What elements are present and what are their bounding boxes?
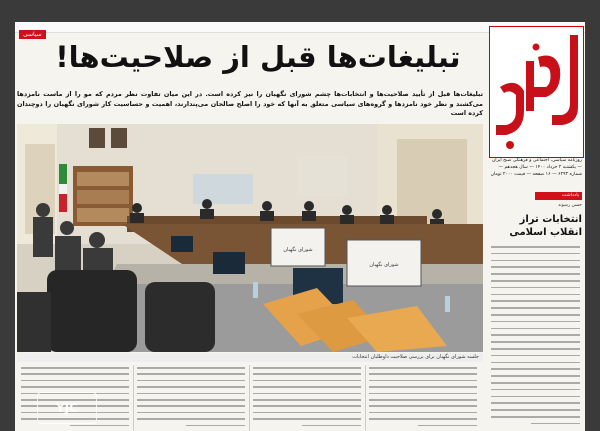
text-line [186,425,245,427]
text-line [491,334,580,336]
text-line [491,280,580,282]
text-line [531,423,580,425]
text-line [21,367,129,369]
text-line [491,368,580,370]
column-rule [249,365,250,431]
agency-watermark: YJC [37,392,97,424]
text-line [253,386,361,388]
text-line [21,380,129,382]
sidebar-body-text [489,244,582,431]
photo-caption: جلسه شورای نگهبان برای بررسی صلاحیت داوطلبان انتخابات [17,353,483,362]
folder-label-2: شورای نگهبان [369,262,399,268]
text-line [253,412,361,414]
text-line [369,386,477,388]
text-line [253,373,361,375]
folder-label-1: شورای نگهبان [283,247,313,253]
text-line [369,405,477,407]
headline: تبلیغات‌ها قبل از صلاحیت‌ها! [55,40,461,74]
sidebar-tag: یادداشت [535,192,582,200]
sidebar-author: حسن رشوند [557,203,582,208]
text-line [491,416,580,418]
text-line [302,425,361,427]
text-line [491,307,580,309]
text-line [491,402,580,404]
text-line [70,425,129,427]
column-rule [365,365,366,431]
text-line [21,373,129,375]
main-photo [17,124,483,352]
text-line [253,367,361,369]
text-line [369,380,477,382]
text-line [491,273,580,275]
text-line [491,355,580,357]
text-line [491,348,580,350]
text-line [418,425,477,427]
text-line [137,380,245,382]
text-line [369,418,477,420]
text-line [491,409,580,411]
text-line [253,393,361,395]
sidebar-title: انتخابات تراز انقلاب اسلامی [509,214,582,238]
text-line [137,412,245,414]
text-line [491,300,580,302]
text-line [491,260,580,262]
text-line [491,294,580,296]
text-line [253,380,361,382]
text-line [137,405,245,407]
text-line [137,393,245,395]
text-line [491,246,580,248]
text-line [369,412,477,414]
lede-paragraph: تبلیغات‌ها قبل از تأیید صلاحیت‌ها و انتخابات‌ها چشم شورای نگهبان را نیز کرده است. در این میان تفاوت نظر مردم که مو را از ماست نامزدها می‌کشند و نظر خود نامزدها و گروه‌های سیاسی متعلق به آنها که خود را اصلح صالحان می‌پندارند، اهمیت و حساسیت کار شورای نگهبان را دوچندان کرده است [17,90,483,117]
masthead-logo [489,26,584,158]
text-line [491,314,580,316]
text-line [491,328,580,330]
text-line [21,386,129,388]
text-line [369,399,477,401]
meeting-room-photo [17,124,483,352]
text-line [253,405,361,407]
text-line [491,389,580,391]
text-line [137,367,245,369]
text-line [491,341,580,343]
text-line [491,396,580,398]
text-line [137,386,245,388]
text-line [253,418,361,420]
text-line [491,253,580,255]
text-line [253,399,361,401]
text-line [491,375,580,377]
text-line [137,418,245,420]
text-line [491,321,580,323]
text-line [369,393,477,395]
text-line [491,382,580,384]
text-line [137,373,245,375]
newspaper-front-page [15,22,585,431]
section-tag: سیاسی [19,30,46,39]
text-line [491,287,580,289]
publication-info: روزنامه سیاسی، اجتماعی و فرهنگی صبح ایران — یکشنبه ۲ خرداد ۱۴۰۰ — سال هجدهم — شماره ۶۲۹۳ — ۱۶ صفحه — قیمت ۲۰۰۰ تومان [490,158,582,177]
javan-logo-art [490,27,583,157]
text-line [369,367,477,369]
text-line [491,266,580,268]
column-rule [133,365,134,431]
text-line [491,362,580,364]
text-line [369,373,477,375]
text-line [137,399,245,401]
